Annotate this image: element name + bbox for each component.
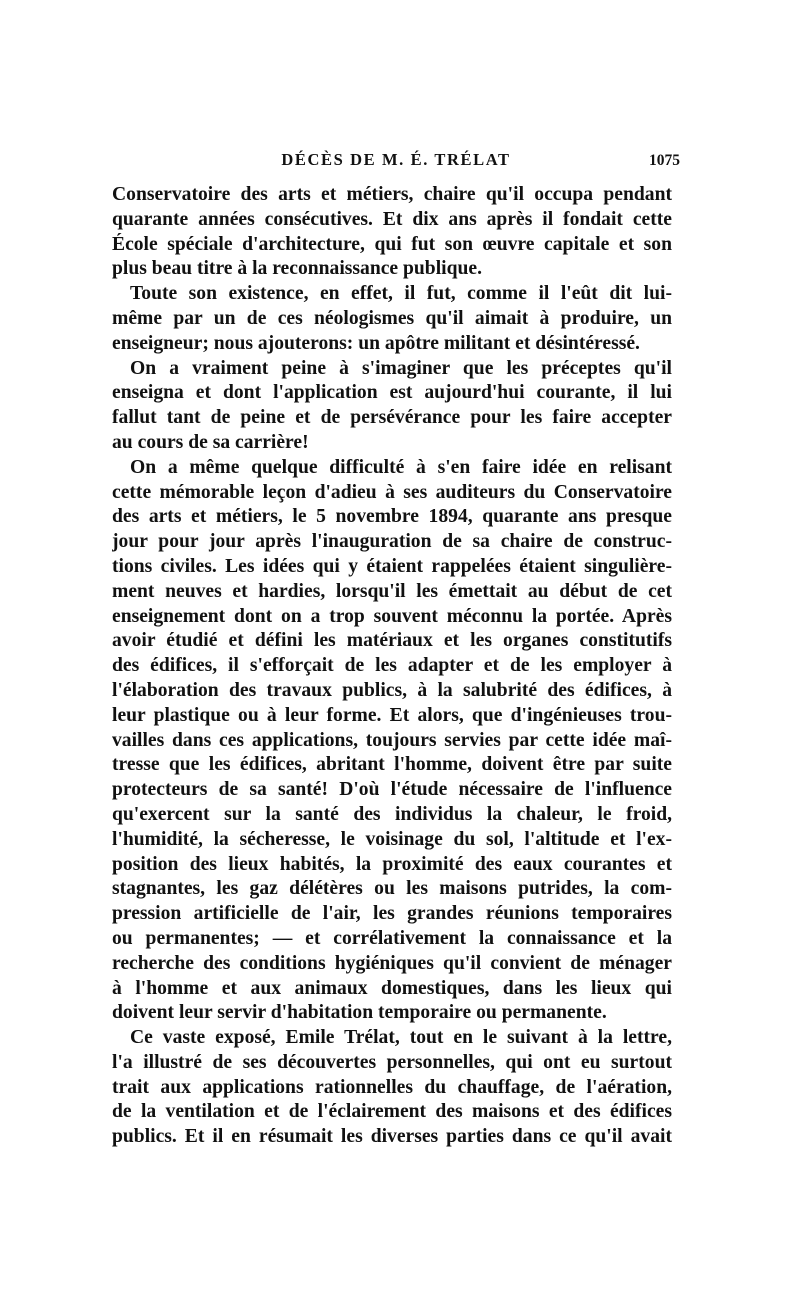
text-line: recherche des conditions hygiéniques qu'il convient de ménager <box>112 952 672 974</box>
page-number: 1075 <box>649 152 680 169</box>
text-line: même par un de ces néologismes qu'il aimait à produire, un <box>112 307 672 329</box>
text-line: jour pour jour après l'inauguration de sa chaire de construc- <box>112 531 672 553</box>
text-line: Conservatoire des arts et métiers, chaire qu'il occupa pendant <box>112 184 672 205</box>
text-line: Ce vaste exposé, Emile Trélat, tout en le suivant à la lettre, <box>130 1027 672 1049</box>
text-line: pression artificielle de l'air, les grandes réunions temporaires <box>112 903 672 925</box>
text-line: On a même quelque difficulté à s'en faire idée en relisant <box>130 456 672 478</box>
text-line: leur plastique ou à leur forme. Et alors, que d'ingénieuses trou- <box>112 704 672 726</box>
page-header <box>112 150 680 174</box>
text-line: Toute son existence, en effet, il fut, comme il l'eût dit lui- <box>130 283 672 305</box>
text-line: l'élaboration des travaux publics, à la salubrité des édifices, à <box>112 679 672 701</box>
text-line: avoir étudié et défini les matériaux et les organes constitutifs <box>112 630 672 652</box>
text-line: position des lieux habités, la proximité des eaux courantes et <box>112 853 672 875</box>
text-line: enseignement dont on a trop souvent méconnu la portée. Après <box>112 605 672 627</box>
text-line: ment neuves et hardies, lorsqu'il les émettait au début de cet <box>112 580 672 602</box>
body-text <box>112 183 672 1150</box>
text-line: des arts et métiers, le 5 novembre 1894, quarante ans presque <box>112 506 672 528</box>
text-line: ou permanentes; — et corrélativement la connaissance et la <box>112 927 672 949</box>
text-line: vailles dans ces applications, toujours servies par cette idée maî- <box>112 729 672 751</box>
text-line: stagnantes, les gaz délétères ou les maisons putrides, la com- <box>112 878 672 900</box>
text-line: plus beau titre à la reconnaissance publique. <box>112 258 482 280</box>
running-title: DÉCÈS DE M. É. TRÉLAT <box>281 150 511 169</box>
text-line: quarante années consécutives. Et dix ans après il fondait cette <box>112 208 672 230</box>
text-line: tresse que les édifices, abritant l'homme, doivent être par suite <box>112 754 672 776</box>
text-line: tions civiles. Les idées qui y étaient rappelées étaient singulière- <box>112 555 672 577</box>
text-line: trait aux applications rationnelles du chauffage, de l'aération, <box>112 1076 672 1098</box>
text-line: au cours de sa carrière! <box>112 431 309 453</box>
text-line: On a vraiment peine à s'imaginer que les préceptes qu'il <box>130 357 672 379</box>
text-line: des édifices, il s'efforçait de les adapter et de les employer à <box>112 655 672 677</box>
text-line: à l'homme et aux animaux domestiques, dans les lieux qui <box>112 977 672 999</box>
text-line: l'a illustré de ses découvertes personnelles, qui ont eu surtout <box>112 1051 672 1073</box>
text-line: doivent leur servir d'habitation temporaire ou permanente. <box>112 1002 607 1024</box>
text-line: enseigneur; nous ajouterons: un apôtre militant et désintéressé. <box>112 332 640 354</box>
text-line: protecteurs de sa santé! D'où l'étude nécessaire de l'influence <box>112 779 672 801</box>
text-line: fallut tant de peine et de persévérance pour les faire accepter <box>112 407 672 429</box>
text-line: enseigna et dont l'application est aujourd'hui courante, il lui <box>112 382 672 404</box>
text-line: École spéciale d'architecture, qui fut son œuvre capitale et son <box>112 233 672 255</box>
text-line: qu'exercent sur la santé des individus la chaleur, le froid, <box>112 803 672 825</box>
text-line: publics. Et il en résumait les diverses parties dans ce qu'il avait <box>112 1126 672 1148</box>
text-line: cette mémorable leçon d'adieu à ses auditeurs du Conservatoire <box>112 481 672 503</box>
text-line: l'humidité, la sécheresse, le voisinage du sol, l'altitude et l'ex- <box>112 828 672 850</box>
text-line: de la ventilation et de l'éclairement des maisons et des édifices <box>112 1101 672 1123</box>
